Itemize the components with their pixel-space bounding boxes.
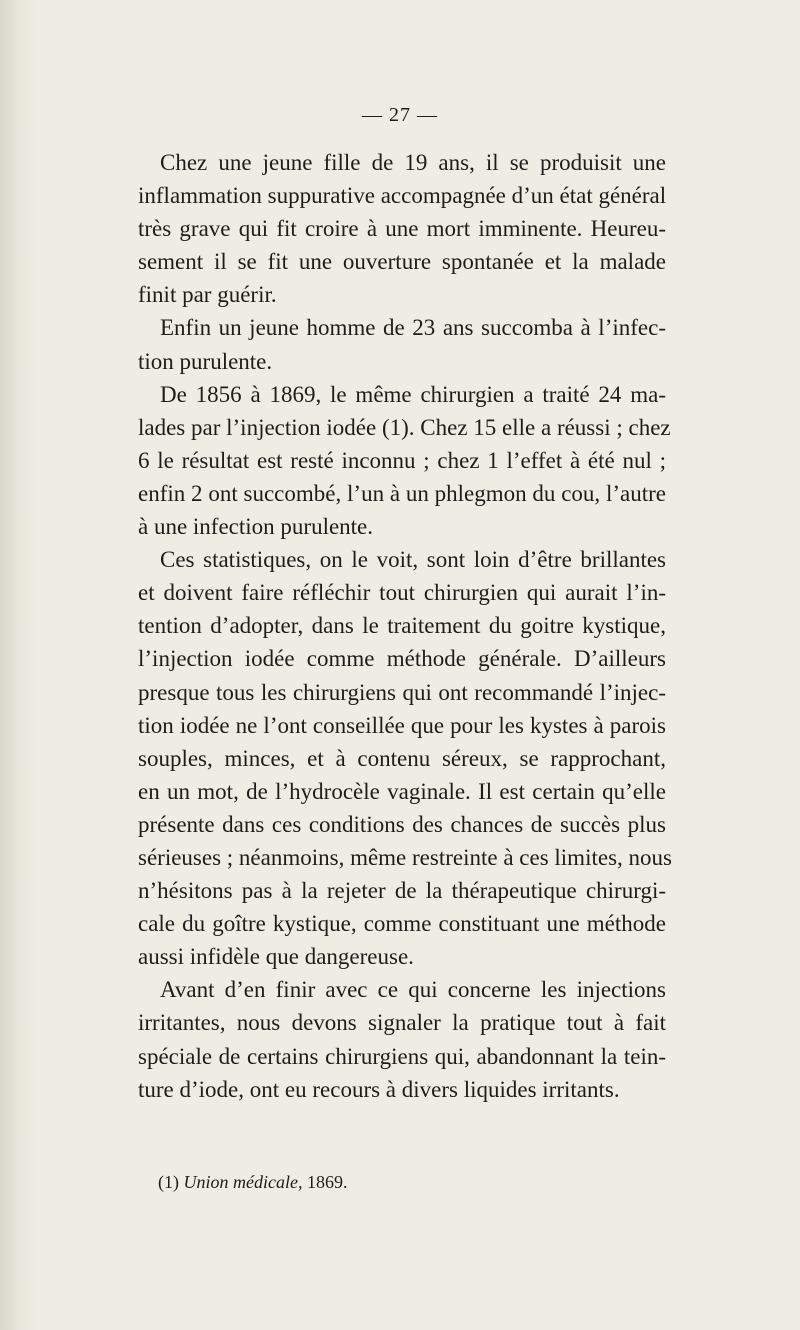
text-line: Ces statistiques, on le voit, sont loin d’être brillantes <box>160 547 666 573</box>
text-line: De 1856 à 1869, le même chirurgien a traité 24 ma- <box>160 381 666 407</box>
text-line: spéciale de certains chirurgiens qui, abandonnant la tein- <box>138 1043 666 1069</box>
footnote-marker: (1) <box>158 1172 179 1192</box>
text-line: en un mot, de l’hydrocèle vaginale. Il est certain qu’elle <box>138 778 666 804</box>
text-line: lades par l’injection iodée (1). Chez 15 elle a réussi ; chez <box>138 414 671 440</box>
text-line: 6 le résultat est resté inconnu ; chez 1 l’effet à été nul ; <box>138 447 666 473</box>
text-line: tion iodée ne l’ont conseillée que pour les kystes à parois <box>138 712 666 738</box>
text-line: inflammation suppurative accompagnée d’un état général <box>138 183 667 209</box>
page-number: — 27 — <box>362 104 438 126</box>
text-line: ture d’iode, ont eu recours à divers liquides irritants. <box>138 1076 620 1102</box>
text-line: Enfin un jeune homme de 23 ans succomba à l’infec- <box>160 315 666 341</box>
text-line: l’injection iodée comme méthode générale. D’ailleurs <box>138 646 666 672</box>
footnote-year: 1869. <box>306 1172 348 1192</box>
text-line: présente dans ces conditions des chances de succès plus <box>138 811 666 837</box>
text-line: sérieuses ; néanmoins, même restreinte à ces limites, nous <box>138 844 672 870</box>
text-line: très grave qui fit croire à une mort imminente. Heureu- <box>138 216 666 242</box>
text-line: souples, minces, et à contenu séreux, se rapprochant, <box>138 745 666 771</box>
text-line: presque tous les chirurgiens qui ont recommandé l’injec- <box>138 679 666 705</box>
text-line: Chez une jeune fille de 19 ans, il se produisit une <box>160 150 666 175</box>
text-line: à une infection purulente. <box>138 514 374 540</box>
text-line: sement il se fit une ouverture spontanée et la malade <box>138 249 666 275</box>
footnote-source: Union médicale, <box>183 1172 303 1192</box>
text-line: cale du goître kystique, comme constituant une méthode <box>138 911 666 937</box>
text-line: enfin 2 ont succombé, l’un à un phlegmon du cou, l’autre <box>138 480 666 506</box>
text-line: finit par guérir. <box>138 282 277 308</box>
text-line: n’hésitons pas à la rejeter de la thérapeutique chirurgi- <box>138 878 666 904</box>
footnote <box>158 1172 347 1193</box>
text-line: et doivent faire réfléchir tout chirurgien qui aurait l’in- <box>138 580 666 606</box>
text-line: Avant d’en finir avec ce qui concerne les injections <box>160 977 666 1003</box>
body-text <box>138 146 672 1106</box>
text-line: tention d’adopter, dans le traitement du goitre kystique, <box>138 613 666 639</box>
text-line: irritantes, nous devons signaler la pratique tout à fait <box>138 1010 666 1036</box>
text-line: aussi infidèle que dangereuse. <box>138 944 414 970</box>
text-line: tion purulente. <box>138 348 273 374</box>
